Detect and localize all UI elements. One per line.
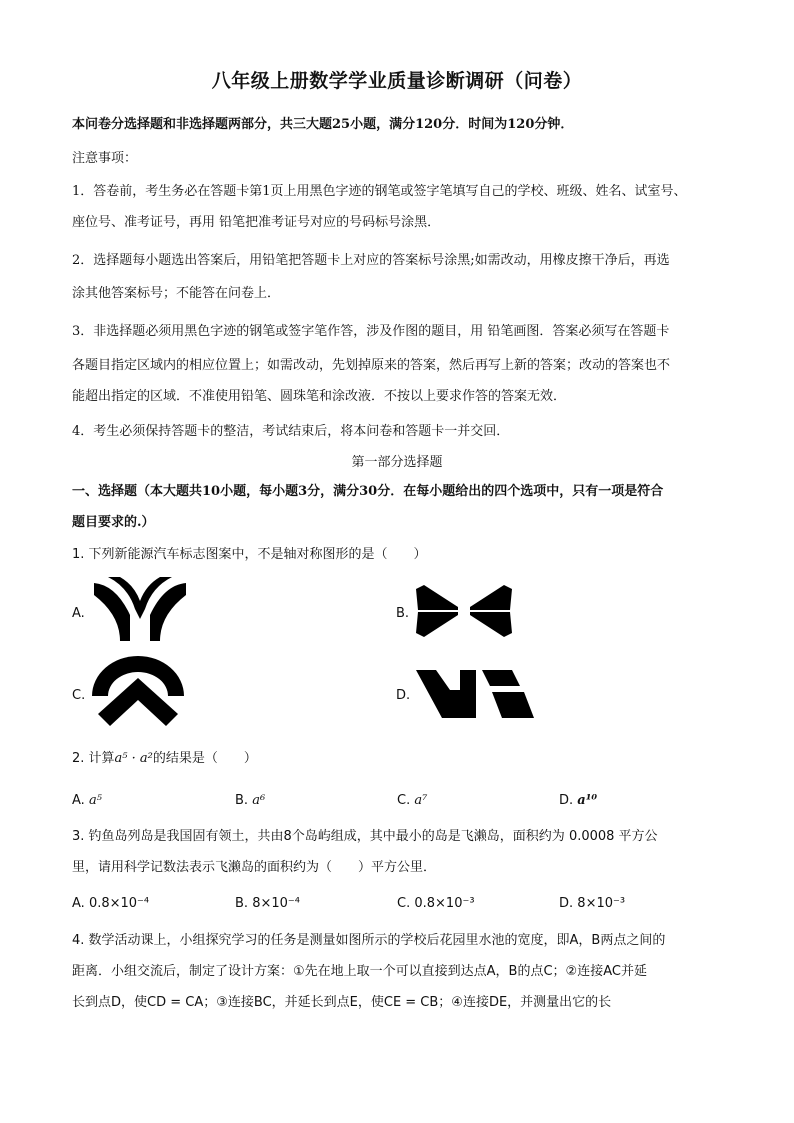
q2-option-value: a⁵ — [88, 793, 102, 808]
q2-option-label: B. — [235, 793, 249, 808]
q3-option-label: D. — [559, 896, 574, 911]
q3-option-d — [559, 896, 625, 911]
q2-expression: a⁵ · a² — [114, 751, 153, 766]
question-4-stem: 长到点D，使CD = CA；③连接BC，并延长到点E，使CE = CB；④连接DE，并测量出它的长 — [72, 995, 612, 1010]
section-heading: 一、选择题（本大题共10小题，每小题3分，满分30分．在每小题给出的四个选项中，只有一项是符合 — [72, 484, 664, 499]
question-4-stem: 4. 数学活动课上，小组探究学习的任务是测量如图所示的学校后花园里水池的宽度，即A，B两点之间的 — [72, 933, 666, 948]
option-c-label: C. — [72, 688, 86, 703]
question-4-stem: 距离．小组交流后，制定了设计方案：①先在地上取一个可以直接到达点A，B的点C；②连接AC并延 — [72, 964, 647, 979]
q3-option-a — [72, 896, 149, 911]
q2-option-value: a⁶ — [252, 793, 266, 808]
q2-option-a — [72, 793, 102, 808]
notes-heading: 注意事项： — [72, 151, 138, 166]
logo-b-icon — [414, 583, 514, 639]
q2-stem-suffix: 的结果是（ ） — [152, 751, 257, 766]
note-line: 3．非选择题必须用黑色字迹的钢笔或签字笔作答，涉及作图的题目，用 铅笔画图．答案必须写在答题卡 — [72, 324, 670, 339]
q2-option-label: A. — [72, 793, 85, 808]
q3-option-value: 0.8×10⁻³ — [414, 896, 475, 911]
q3-option-value: 8×10⁻⁴ — [252, 896, 300, 911]
page-title: 八年级上册数学学业质量诊断调研（问卷） — [211, 70, 583, 92]
note-line: 涂其他答案标号；不能答在问卷上． — [72, 286, 281, 301]
note-line: 1．答卷前，考生务必在答题卡第1页上用黑色字迹的钢笔或签字笔填写自己的学校、班级、姓名、试室号、 — [72, 184, 687, 199]
part-title: 第一部分选择题 — [351, 455, 443, 470]
q2-option-label: D. — [559, 793, 574, 808]
question-3-stem: 里，请用科学记数法表示飞濑岛的面积约为（ ）平方公里． — [72, 860, 437, 875]
q2-option-c — [397, 793, 427, 808]
section-heading: 题目要求的.） — [72, 515, 155, 530]
q3-option-value: 8×10⁻³ — [577, 896, 626, 911]
question-3-stem: 3. 钓鱼岛列岛是我国固有领土，共由8个岛屿组成，其中最小的岛是飞濑岛，面积约为 0.0008 平方公 — [72, 829, 658, 844]
note-line: 4．考生必须保持答题卡的整洁，考试结束后，将本问卷和答题卡一并交回． — [72, 424, 510, 439]
q2-option-b — [235, 793, 265, 808]
note-line: 2．选择题每小题选出答案后，用铅笔把答题卡上对应的答案标号涂黑;如需改动，用橡皮擦干净后，再选 — [72, 253, 670, 268]
q2-option-value: a⁷ — [414, 793, 428, 808]
q2-option-label: C. — [397, 793, 411, 808]
option-d-label: D. — [396, 688, 411, 703]
question-1-stem: 1. 下列新能源汽车标志图案中，不是轴对称图形的是（ ） — [72, 547, 427, 562]
logo-c-icon — [90, 654, 186, 736]
q3-option-label: C. — [397, 896, 411, 911]
note-line: 座位号、准考证号，再用 铅笔把准考证号对应的号码标号涂黑． — [72, 215, 441, 230]
q3-option-label: A. — [72, 896, 85, 911]
q2-option-value: a¹⁰ — [577, 793, 598, 808]
option-b-label: B. — [396, 606, 410, 621]
question-2-stem — [72, 750, 728, 768]
logo-d-icon — [416, 666, 536, 722]
note-line: 各题目指定区域内的相应位置上；如需改动，先划掉原来的答案，然后再写上新的答案；改动的答案也不 — [72, 358, 671, 373]
note-line: 能超出指定的区域．不准使用铅笔、圆珠笔和涂改液．不按以上要求作答的答案无效． — [72, 389, 567, 404]
q2-option-d — [559, 793, 597, 808]
intro-text: 本问卷分选择题和非选择题两部分，共三大题25小题，满分120分．时间为120分钟． — [72, 117, 574, 132]
q2-stem-prefix: 2. 计算 — [72, 751, 115, 766]
q3-option-b — [235, 896, 300, 911]
q3-option-c — [397, 896, 475, 911]
q3-option-label: B. — [235, 896, 249, 911]
option-a-label: A. — [72, 606, 85, 621]
logo-a-icon — [90, 575, 190, 643]
q3-option-value: 0.8×10⁻⁴ — [88, 896, 150, 911]
